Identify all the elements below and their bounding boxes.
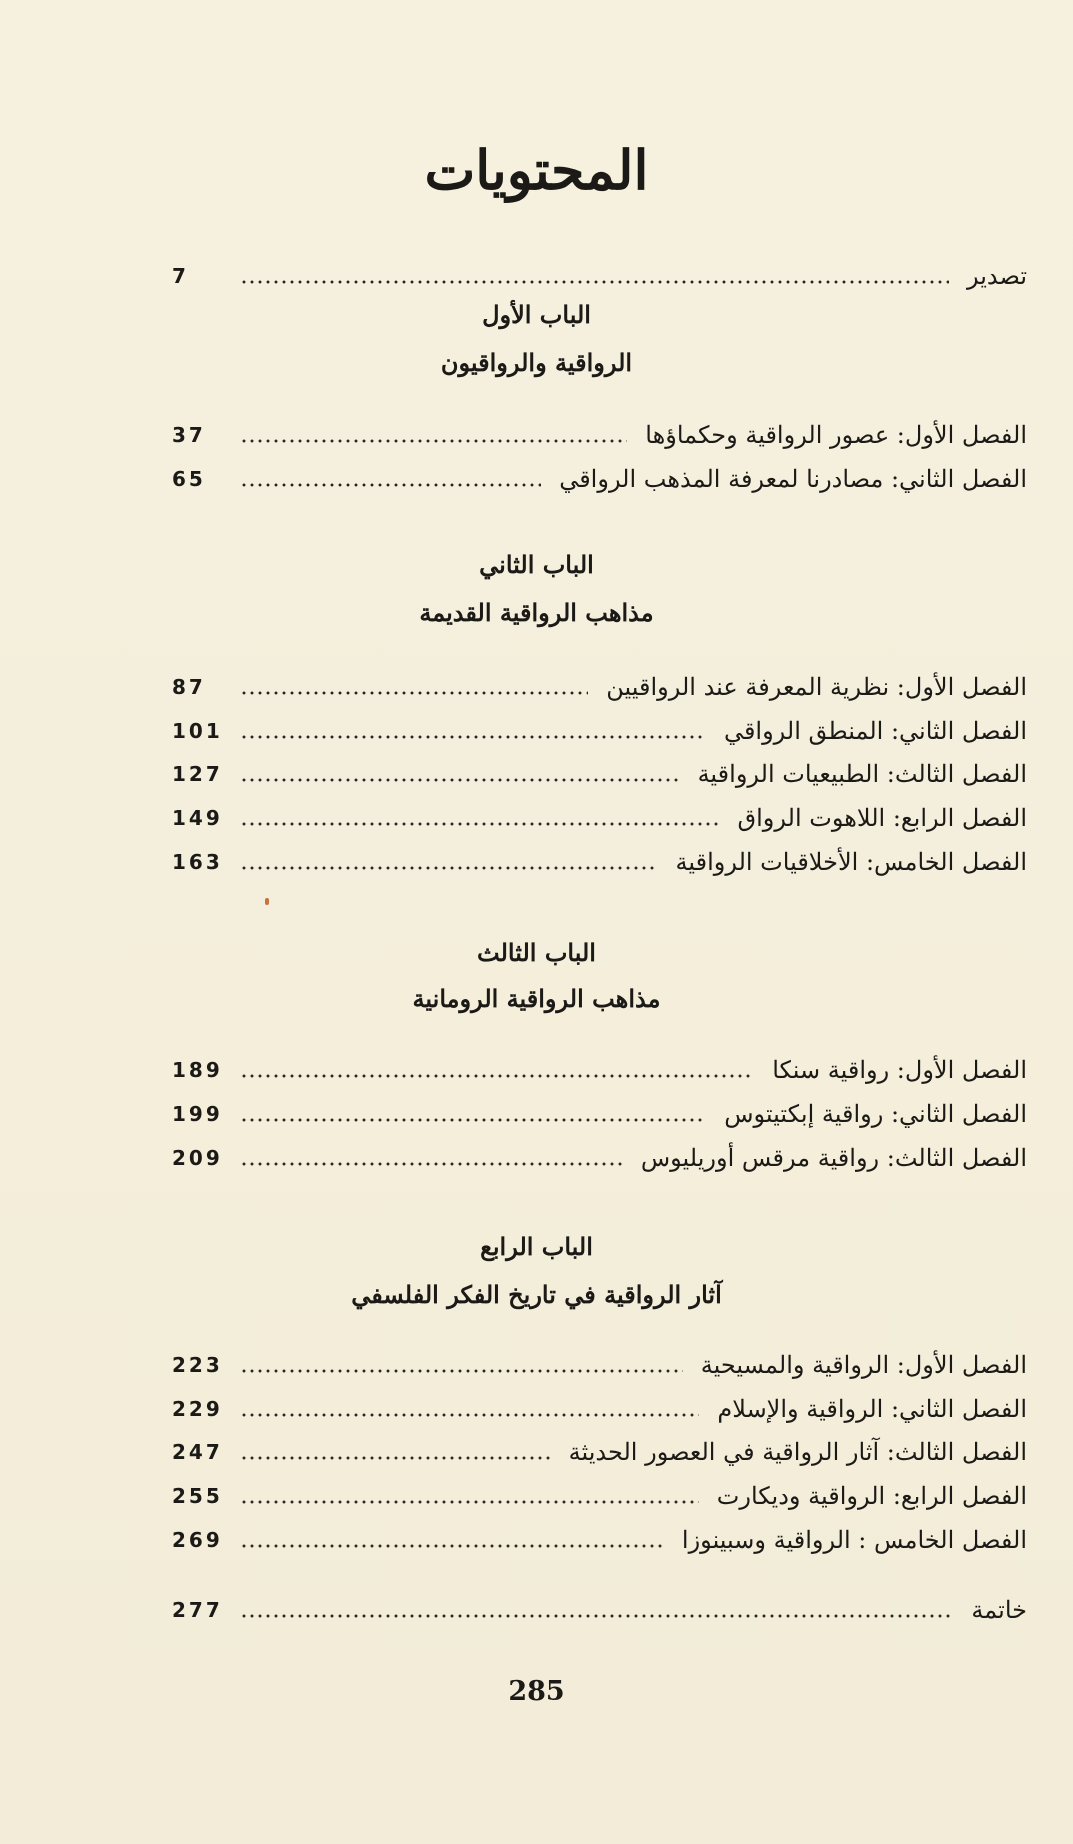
dot-leader (240, 1544, 664, 1548)
dot-leader (240, 1413, 699, 1417)
toc-entry-label: الفصل الرابع: الرواقية وديكارت (716, 1482, 1027, 1510)
dot-leader (240, 778, 680, 782)
toc-entry-label: تصدير (966, 262, 1027, 290)
dot-leader (240, 439, 627, 443)
toc-entry-label: الفصل الثاني: الرواقية والإسلام (717, 1395, 1027, 1423)
dot-leader (240, 866, 657, 870)
part-heading: الباب الرابع (480, 1232, 593, 1261)
dot-leader (240, 735, 706, 739)
toc-entry-preface (172, 256, 1027, 296)
toc-entry-label: الفصل الثالث: رواقية مرقس أوريليوس (640, 1144, 1027, 1172)
dot-leader (240, 1614, 953, 1618)
dot-leader (240, 1118, 706, 1122)
toc-entry-page: 199 (172, 1102, 223, 1126)
toc-entry (172, 754, 1027, 794)
toc-entry-label: الفصل الثاني: مصادرنا لمعرفة المذهب الرواقي (559, 465, 1027, 493)
part-heading: الباب الأول (482, 300, 591, 329)
part-heading: الباب الثالث (477, 938, 596, 967)
toc-entry-label: الفصل الثاني: رواقية إبكتيتوس (724, 1100, 1027, 1128)
toc-entry (172, 667, 1027, 707)
toc-entry-label: خاتمة (971, 1596, 1027, 1624)
toc-entry-page: 163 (172, 850, 223, 874)
toc-entry-page: 87 (172, 675, 206, 699)
toc-entry (172, 1476, 1027, 1516)
page-number: 285 (508, 1676, 565, 1707)
dot-leader (240, 280, 949, 284)
toc-entry (172, 1389, 1027, 1429)
part-subtitle: آثار الرواقية في تاريخ الفكر الفلسفي (351, 1280, 722, 1309)
toc-entry-label: الفصل الأول: رواقية سنكا (772, 1056, 1027, 1084)
toc-entry-page: 189 (172, 1058, 223, 1082)
toc-entry-label: الفصل الأول: الرواقية والمسيحية (700, 1351, 1027, 1379)
toc-entry-page: 209 (172, 1146, 223, 1170)
part-subtitle: مذاهب الرواقية القديمة (419, 598, 654, 627)
toc-entry-label: الفصل الأول: عصور الرواقية وحكماؤها (645, 421, 1027, 449)
dot-leader (240, 822, 720, 826)
toc-entry-page: 277 (172, 1598, 223, 1622)
toc-entry (172, 842, 1027, 882)
toc-entry-label: الفصل الخامس : الرواقية وسبينوزا (681, 1526, 1027, 1554)
toc-entry (172, 1138, 1027, 1178)
toc-entry (172, 711, 1027, 751)
toc-entry-page: 65 (172, 467, 206, 491)
toc-entry-page: 229 (172, 1397, 223, 1421)
dot-leader (240, 691, 588, 695)
toc-entry-page: 269 (172, 1528, 223, 1552)
toc-entry (172, 415, 1027, 455)
toc-entry-label: الفصل الرابع: اللاهوت الرواق (737, 804, 1027, 832)
toc-entry-page: 101 (172, 719, 223, 743)
toc-entry-page: 37 (172, 423, 206, 447)
page-title: المحتويات (424, 138, 649, 202)
part-heading: الباب الثاني (479, 550, 594, 579)
toc-entry-label: الفصل الثالث: آثار الرواقية في العصور الحديثة (568, 1438, 1027, 1466)
toc-entry (172, 1432, 1027, 1472)
dot-leader (240, 1369, 683, 1373)
paper-speck (265, 898, 269, 905)
toc-entry-page: 127 (172, 762, 223, 786)
dot-leader (240, 1456, 551, 1460)
toc-entry (172, 1050, 1027, 1090)
part-subtitle: الرواقية والرواقيون (440, 348, 633, 377)
toc-entry-conclusion (172, 1590, 1027, 1630)
toc-entry-label: الفصل الخامس: الأخلاقيات الرواقية (675, 848, 1027, 876)
dot-leader (240, 1500, 699, 1504)
part-subtitle: مذاهب الرواقية الرومانية (412, 984, 661, 1013)
dot-leader (240, 1162, 623, 1166)
toc-entry (172, 798, 1027, 838)
toc-entry (172, 1094, 1027, 1134)
dot-leader (240, 1074, 754, 1078)
toc-entry-label: الفصل الأول: نظرية المعرفة عند الرواقيين (606, 673, 1027, 701)
toc-entry (172, 459, 1027, 499)
toc-entry-page: 247 (172, 1440, 223, 1464)
toc-entry-label: الفصل الثاني: المنطق الرواقي (723, 717, 1027, 745)
toc-entry-page: 223 (172, 1353, 223, 1377)
toc-entry (172, 1520, 1027, 1560)
toc-entry-page: 255 (172, 1484, 223, 1508)
dot-leader (240, 483, 541, 487)
toc-entry-label: الفصل الثالث: الطبيعيات الرواقية (697, 760, 1027, 788)
toc-entry-page: 149 (172, 806, 223, 830)
toc-entry (172, 1345, 1027, 1385)
toc-entry-page: 7 (172, 264, 189, 288)
